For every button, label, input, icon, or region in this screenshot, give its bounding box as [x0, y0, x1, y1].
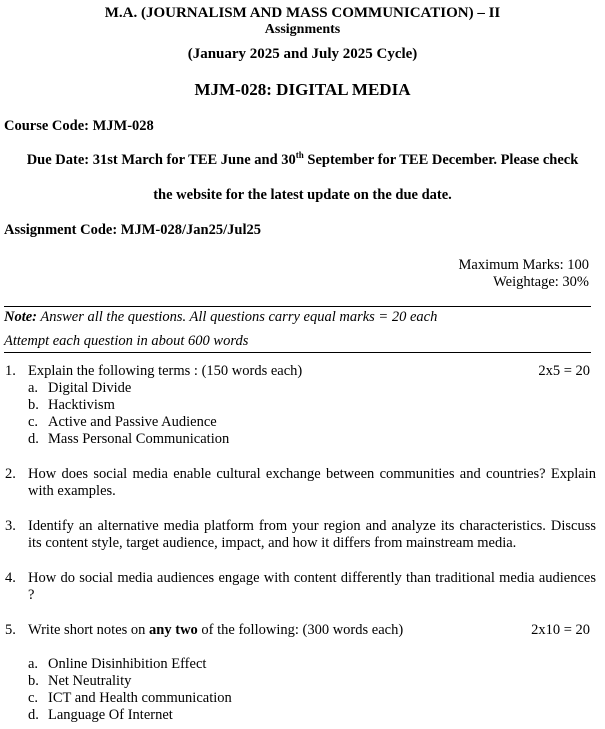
weightage: Weightage: 30% [493, 274, 589, 290]
note-top-divider [4, 306, 591, 307]
cycle-label: (January 2025 and July 2025 Cycle) [187, 46, 418, 62]
question-text: Write short notes on any two of the following: (300 words each) [28, 622, 404, 638]
question-number: 3. [5, 518, 16, 534]
sub-item: b. Hacktivism [28, 397, 115, 413]
document-type: Assignments [264, 22, 341, 37]
question-number: 4. [5, 570, 16, 586]
sub-item: c. Active and Passive Audience [28, 414, 217, 430]
course-code: Course Code: MJM-028 [4, 118, 154, 134]
question-text: How do social media audiences engage with content differently than traditional media audiences ? [28, 570, 596, 603]
program-title: M.A. (JOURNALISM AND MASS COMMUNICATION) – II [104, 5, 501, 21]
due-date-line1: Due Date: 31st March for TEE June and 30th September for TEE December. Please check [26, 150, 579, 168]
maximum-marks: Maximum Marks: 100 [458, 257, 589, 273]
note-bottom-divider [4, 352, 591, 353]
question-text: How does social media enable cultural exchange between communities and countries? Explain with examples. [28, 466, 596, 499]
sub-item: a. Digital Divide [28, 380, 132, 396]
question-number: 5. [5, 622, 16, 638]
due-date-line2: the website for the latest update on the due date. [153, 187, 452, 203]
question-number: 1. [5, 363, 16, 379]
sub-item: a. Online Disinhibition Effect [28, 656, 207, 672]
assignment-code: Assignment Code: MJM-028/Jan25/Jul25 [4, 222, 261, 238]
note-line2: Attempt each question in about 600 words [4, 333, 249, 349]
course-title: MJM-028: DIGITAL MEDIA [194, 80, 411, 99]
sub-item: d. Mass Personal Communication [28, 431, 230, 447]
question-marks: 2x10 = 20 [531, 622, 590, 638]
question-marks: 2x5 = 20 [538, 363, 590, 379]
note-line1: Note: Answer all the questions. All questions carry equal marks = 20 each [4, 309, 438, 325]
question-number: 2. [5, 466, 16, 482]
sub-item: b. Net Neutrality [28, 673, 132, 689]
sub-item: c. ICT and Health communication [28, 690, 232, 706]
sub-item: d. Language Of Internet [28, 707, 173, 723]
question-text: Explain the following terms : (150 words each) [28, 363, 303, 379]
question-text: Identify an alternative media platform from your region and analyze its characteristics. Discuss its content style, target audience, impact, and how it differs from mainstream media. [28, 518, 596, 551]
